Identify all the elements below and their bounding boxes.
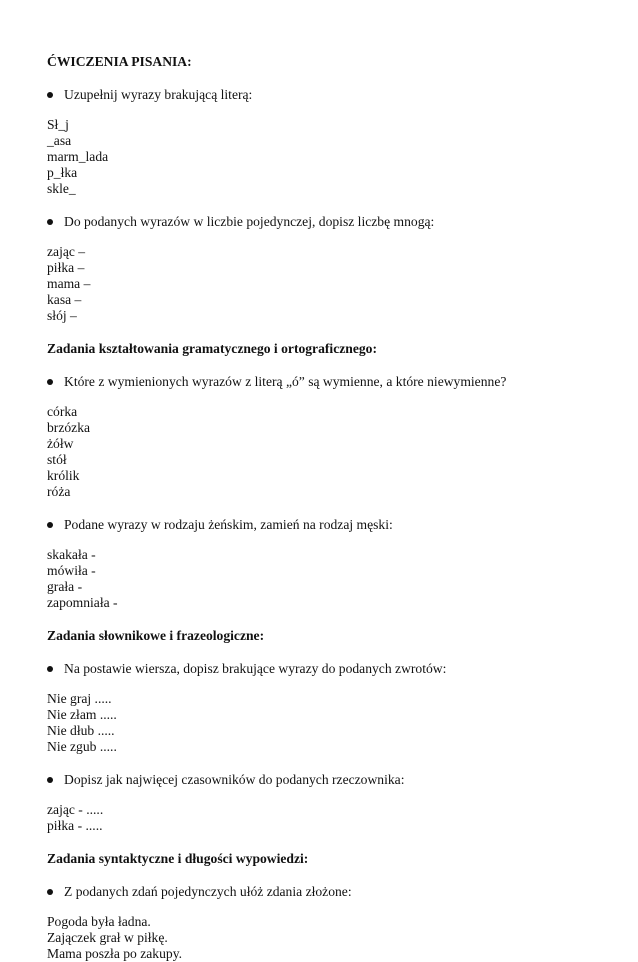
word-item: córka	[47, 404, 78, 419]
word-item: Sł_j	[47, 117, 69, 132]
bullet-icon	[47, 889, 53, 895]
word-item: kasa –	[47, 292, 82, 307]
instruction-text: Uzupełnij wyrazy brakującą literą:	[64, 87, 253, 102]
sentence-item: Pogoda była ładna.	[47, 914, 151, 929]
section-heading-syntax: Zadania syntaktyczne i długości wypowiedzi:	[47, 851, 309, 866]
word-item: róża	[47, 484, 71, 499]
word-item: p_łka	[47, 165, 78, 180]
word-item: grała -	[47, 579, 83, 594]
instruction-text: Dopisz jak najwięcej czasowników do podanych rzeczownika:	[64, 772, 405, 787]
instruction-compound-sentences	[47, 884, 607, 900]
sentence-item: Mama poszła po zakupy.	[47, 946, 183, 961]
bullet-icon	[47, 92, 53, 98]
word-item: skle_	[47, 181, 76, 196]
sentence-list	[47, 914, 607, 962]
word-item: marm_lada	[47, 149, 109, 164]
bullet-icon	[47, 666, 53, 672]
word-list-missing-letters	[47, 117, 607, 197]
word-item: zając –	[47, 244, 86, 259]
word-item: żółw	[47, 436, 74, 451]
word-list-o-accent	[47, 404, 607, 500]
instruction-o-with-accent	[47, 374, 607, 390]
bullet-icon	[47, 777, 53, 783]
section-heading-grammar: Zadania kształtowania gramatycznego i ortograficznego:	[47, 341, 377, 356]
instruction-text: Które z wymienionych wyrazów z literą „ó” są wymienne, a które niewymienne?	[64, 374, 507, 389]
word-item: królik	[47, 468, 80, 483]
instruction-text: Podane wyrazy w rodzaju żeńskim, zamień na rodzaj męski:	[64, 517, 393, 532]
phrase-item: Nie graj .....	[47, 691, 112, 706]
word-item: słój –	[47, 308, 77, 323]
bullet-icon	[47, 379, 53, 385]
instruction-text: Do podanych wyrazów w liczbie pojedynczej, dopisz liczbę mnogą:	[64, 214, 435, 229]
instruction-add-verbs	[47, 772, 607, 788]
instruction-plural-form	[47, 214, 607, 230]
sentence-item: Zajączek grał w piłkę.	[47, 930, 168, 945]
word-item: stół	[47, 452, 67, 467]
word-item: brzózka	[47, 420, 91, 435]
instruction-text: Z podanych zdań pojedynczych ułóż zdania złożone:	[64, 884, 352, 899]
word-item: piłka –	[47, 260, 85, 275]
instruction-text: Na postawie wiersza, dopisz brakujące wyrazy do podanych zwrotów:	[64, 661, 447, 676]
section-heading-vocabulary: Zadania słownikowe i frazeologiczne:	[47, 628, 265, 643]
bullet-icon	[47, 219, 53, 225]
phrase-item: Nie zgub .....	[47, 739, 117, 754]
phrase-item: Nie dłub .....	[47, 723, 115, 738]
word-item: mama –	[47, 276, 91, 291]
word-item: mówiła -	[47, 563, 96, 578]
phrase-list	[47, 691, 607, 755]
instruction-fill-missing-letter	[47, 87, 607, 103]
word-item: _asa	[47, 133, 72, 148]
word-list-plural	[47, 244, 607, 324]
word-list-gender	[47, 547, 607, 611]
noun-item: zając - .....	[47, 802, 104, 817]
noun-list	[47, 802, 607, 834]
noun-item: piłka - .....	[47, 818, 103, 833]
bullet-icon	[47, 522, 53, 528]
document-title: ĆWICZENIA PISANIA:	[47, 54, 192, 69]
word-item: zapomniała -	[47, 595, 118, 610]
word-item: skakała -	[47, 547, 96, 562]
instruction-gender-change	[47, 517, 607, 533]
instruction-complete-phrases	[47, 661, 607, 677]
phrase-item: Nie złam .....	[47, 707, 117, 722]
document-page	[47, 54, 607, 962]
